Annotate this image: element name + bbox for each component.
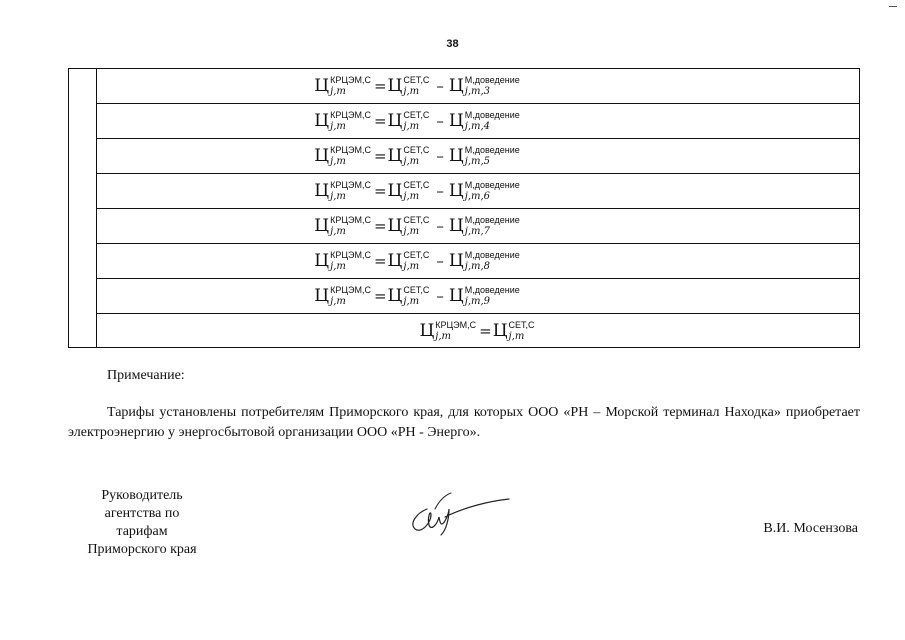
lhs-term: Ц КРЦЭМ,С j,m [314,179,371,202]
signer-title-line: Руководитель [101,488,183,503]
subtracted-term: Ц М,доведение j,m,3 [448,74,520,97]
table-row [97,139,859,174]
rhs-term: Ц СЕТ,С j,m [387,144,430,167]
signer-title [82,487,202,559]
minus-sign: – [436,217,444,235]
formula [314,174,521,208]
formula [314,209,521,243]
lhs-term: Ц КРЦЭМ,С j,m [314,214,371,237]
formula-table [68,68,860,348]
table-row [97,244,859,279]
minus-sign: – [436,182,444,200]
formula [314,279,521,313]
lhs-term: Ц КРЦЭМ,С j,m [314,249,371,272]
formula [314,104,521,138]
note-text: Тарифы установлены потребителям Приморского края, для которых ООО «РН – Морской терминал Находка» приобретает электроэнергию у энергосбытовой организации ООО «РН - Энерго». [68,405,860,440]
signer-name: В.И. Мосензова [763,521,858,536]
page-number: 38 [446,38,459,50]
rhs-term: Ц СЕТ,С j,m [387,214,430,237]
rhs-term: Ц СЕТ,С j,m [492,319,535,342]
subtracted-term: Ц М,доведение j,m,4 [448,109,520,132]
formula [314,139,521,173]
table-row [97,174,859,209]
signer-title-line: Приморского края [87,542,197,557]
equals-sign: = [373,147,387,165]
table-left-column [69,69,97,347]
equals-sign: = [373,287,387,305]
rhs-term: Ц СЕТ,С j,m [387,179,430,202]
rhs-term: Ц СЕТ,С j,m [387,109,430,132]
minus-sign: – [436,77,444,95]
signer-title-line: агентства по тарифам [104,506,180,539]
lhs-term: Ц КРЦЭМ,С j,m [314,284,371,307]
equals-sign: = [373,112,387,130]
minus-sign: – [436,252,444,270]
formula [314,244,521,278]
formula [419,314,536,348]
lhs-term: Ц КРЦЭМ,С j,m [314,144,371,167]
table-row [97,279,859,314]
scan-corner-mark [889,6,897,7]
table-row [97,69,859,104]
subtracted-term: Ц М,доведение j,m,9 [448,284,520,307]
equals-sign: = [373,252,387,270]
subtracted-term: Ц М,доведение j,m,5 [448,144,520,167]
equals-sign: = [479,322,492,340]
formula-rows [97,69,859,347]
subtracted-term: Ц М,доведение j,m,7 [448,214,520,237]
subtracted-term: Ц М,доведение j,m,8 [448,249,520,272]
note-label: Примечание: [107,368,185,383]
minus-sign: – [436,112,444,130]
lhs-term: Ц КРЦЭМ,С j,m [314,74,371,97]
table-row [97,209,859,244]
rhs-term: Ц СЕТ,С j,m [387,284,430,307]
equals-sign: = [373,217,387,235]
table-row [97,314,859,349]
minus-sign: – [436,147,444,165]
formula [314,69,521,103]
rhs-term: Ц СЕТ,С j,m [387,74,430,97]
equals-sign: = [373,77,387,95]
lhs-term: Ц КРЦЭМ,С j,m [314,109,371,132]
table-row [97,104,859,139]
lhs-term: Ц КРЦЭМ,С j,m [419,319,477,342]
rhs-term: Ц СЕТ,С j,m [387,249,430,272]
minus-sign: – [436,287,444,305]
handwritten-signature [405,487,515,537]
equals-sign: = [373,182,387,200]
subtracted-term: Ц М,доведение j,m,6 [448,179,520,202]
